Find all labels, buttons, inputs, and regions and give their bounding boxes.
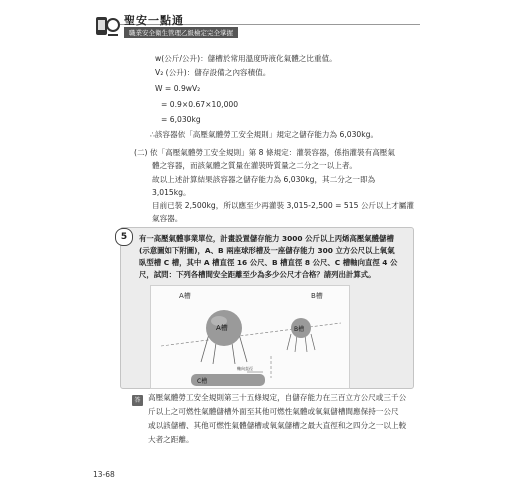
answer-line-4: 大者之距離。: [148, 435, 194, 444]
label-axis: 軸向直徑: [237, 366, 253, 371]
question-line-1: 有一高壓氣體事業單位，計畫設置儲存能力 3000 公斤以上丙烯高壓氣體儲槽: [139, 234, 394, 243]
question-number: 5: [115, 228, 133, 246]
label-b-top: B槽: [311, 292, 323, 300]
conclusion-line: ∴該容器依「高壓氣體勞工安全規則」規定之儲存能力為 6,030kg。: [150, 130, 379, 139]
header-logo-icon: [95, 13, 121, 39]
question-line-4: 尺，試問：下列各槽間安全距離至少為多少公尺才合格？請列出計算式。: [139, 270, 376, 279]
formula-line-1: W = 0.9wV₂: [155, 84, 201, 93]
part2-line-5: 目前已裝 2,500kg，所以應至少再灌裝 3,015-2,500 = 515 公斤以上才屬灌: [152, 201, 414, 210]
formula-line-2: = 0.9×0.67×10,000: [161, 100, 239, 109]
answer-line-3: 或以該儲槽、其他可燃性氣體儲槽或氧氣儲槽之最大直徑和之四分之一以上較: [148, 421, 407, 430]
tank-c: [191, 365, 265, 386]
answer-line-1: 高壓氣體勞工安全規則第三十五條規定，自儲存能力在三百立方公尺或三千公: [148, 393, 407, 402]
part2-line-6: 氣容器。: [152, 214, 183, 223]
header-title: 聖安一點通: [124, 14, 184, 27]
part2-line-1: (二) 依「高壓氣體勞工安全規則」第 8 條規定：灌裝容器，係指灌裝有高壓氣: [134, 148, 395, 157]
label-a-top: A槽: [179, 292, 191, 300]
text-line-w: w(公斤/公升)：儲槽於常用溫度時液化氣體之比重值。: [155, 54, 337, 63]
distance-line: [161, 323, 341, 346]
label-b-inside: B槽: [294, 326, 305, 333]
part2-line-4: 3,015kg。: [152, 188, 191, 197]
tank-a: [201, 310, 247, 364]
label-c: C槽: [197, 378, 208, 385]
formula-line-3: = 6,030kg: [161, 115, 201, 124]
answer-text: [148, 391, 418, 447]
page-number: 13-68: [93, 470, 115, 479]
tank-diagram: [150, 285, 350, 389]
answer-line-2: 斤以上之可燃性氣體儲槽外面至其他可燃性氣體或氧氣儲槽間應保持一公尺: [148, 407, 399, 416]
part2-line-2: 體之容器，而該氣體之質量在灌裝時質量之二分之一以上者。: [152, 161, 358, 170]
text-line-v2: V₂ (公升)：儲存設備之內容積值。: [155, 68, 271, 77]
label-a-inside: A槽: [216, 324, 228, 332]
question-line-3: 臥型槽 C 槽，其中 A 槽直徑 16 公尺、B 槽直徑 8 公尺、C 槽軸向直徑 4 公: [139, 258, 398, 267]
header-subtitle: 職業安全衛生管理乙級檢定完全掌握: [124, 27, 238, 38]
tank-b: [287, 318, 315, 352]
part2-line-3: 故以上述計算結果該容器之儲存能力為 6,030kg，其二分之一即為: [152, 175, 376, 184]
answer-icon: 答: [132, 395, 143, 406]
question-text: [139, 233, 407, 281]
question-line-2: (示意圖如下附圖)，A、B 兩座球形槽及一座儲存能力 300 立方公尺以上氧氣: [139, 246, 395, 255]
